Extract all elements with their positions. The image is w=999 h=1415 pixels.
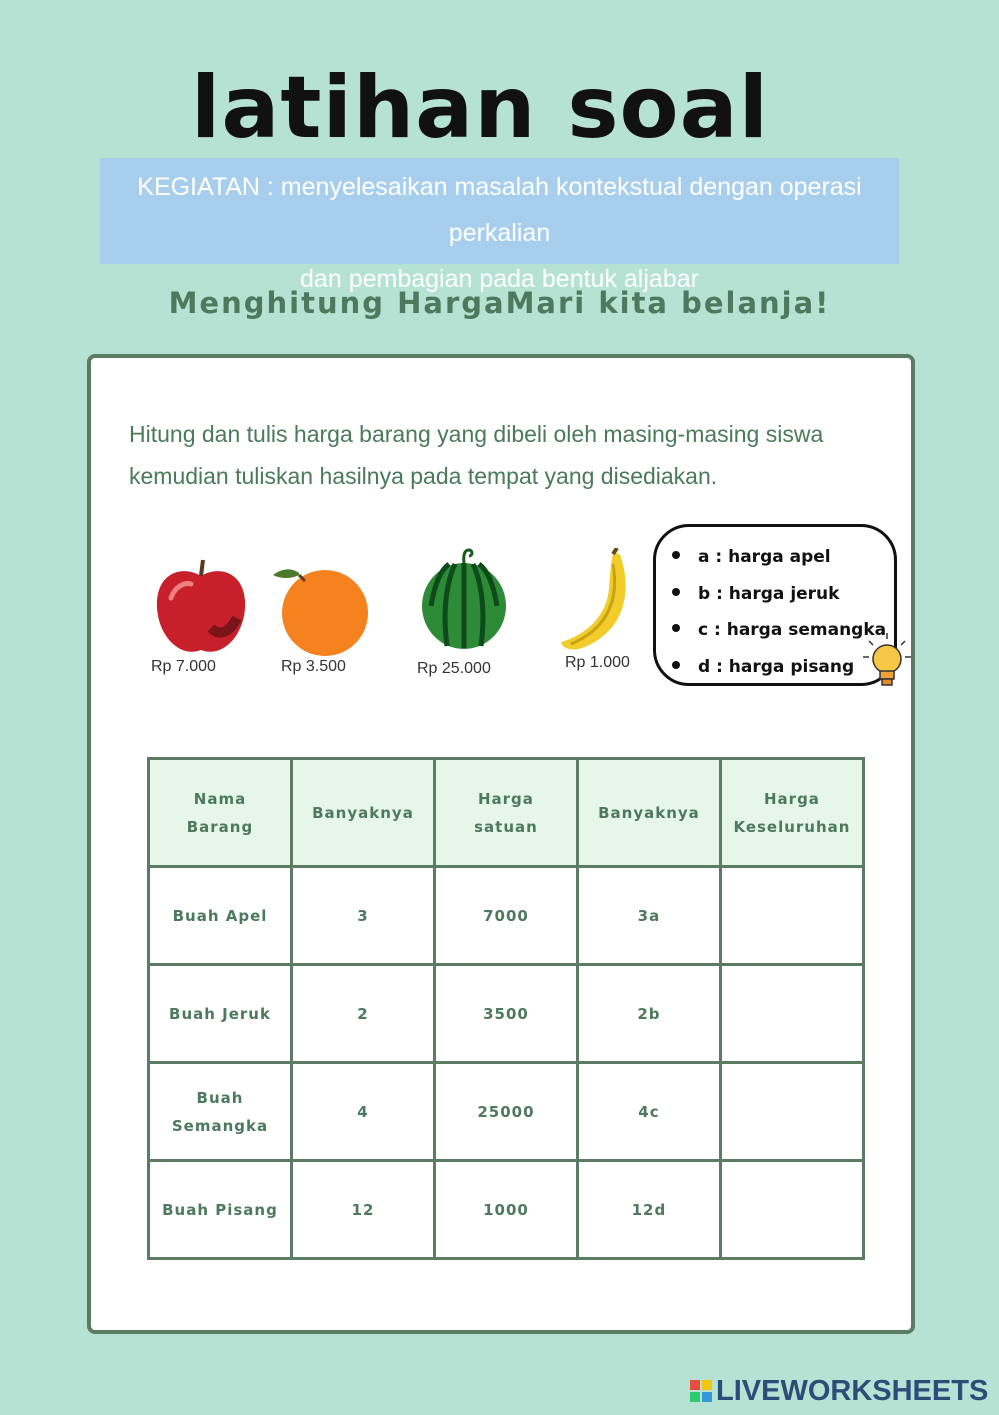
answer-cell-jeruk[interactable] (720, 965, 863, 1063)
legend-item: d : harga pisang (672, 649, 894, 686)
cell-item: Buah Pisang (149, 1161, 292, 1259)
lightbulb-icon (861, 631, 913, 691)
orange-image (269, 563, 369, 658)
banana-image (557, 548, 637, 658)
table-row (149, 965, 864, 1063)
cell-qty: 4 (291, 1063, 434, 1161)
bullet-icon (672, 551, 680, 559)
cell-qty: 2 (291, 965, 434, 1063)
cell-qty: 12 (291, 1161, 434, 1259)
cell-expr: 12d (577, 1161, 720, 1259)
apple-price: Rp 7.000 (151, 658, 216, 675)
activity-line-1: KEGIATAN : menyelesaikan masalah kontekstual dengan operasi perkalian (137, 173, 862, 247)
legend-item: c : harga semangka (672, 612, 894, 649)
apple-image (151, 558, 251, 658)
instruction-text (129, 413, 849, 497)
watermelon-price: Rp 25.000 (417, 660, 491, 677)
header-banyaknya-2: Banyaknya (577, 759, 720, 867)
table-row (149, 1063, 864, 1161)
cell-unit-price: 1000 (434, 1161, 577, 1259)
brand-text: LIVEWORKSHEETS (716, 1374, 989, 1407)
bullet-icon (672, 624, 680, 632)
worksheet-card (87, 354, 915, 1334)
header-harga-satuan: Harga satuan (434, 759, 577, 867)
table-row (149, 1161, 864, 1259)
brand-icon (690, 1380, 712, 1402)
activity-banner (100, 158, 899, 293)
banana-price: Rp 1.000 (565, 654, 630, 671)
section-subtitle: Menghitung HargaMari kita belanja! (168, 286, 831, 320)
cell-item: Buah Semangka (149, 1063, 292, 1161)
bullet-icon (672, 661, 680, 669)
watermelon-image (419, 546, 509, 651)
cell-expr: 4c (577, 1063, 720, 1161)
cell-unit-price: 25000 (434, 1063, 577, 1161)
page-title: latihan soal (190, 58, 770, 158)
cell-qty: 3 (291, 867, 434, 965)
orange-price: Rp 3.500 (281, 658, 346, 675)
header-banyaknya: Banyaknya (291, 759, 434, 867)
cell-item: Buah Apel (149, 867, 292, 965)
shopping-table (147, 757, 865, 1260)
answer-cell-apel[interactable] (720, 867, 863, 965)
cell-unit-price: 3500 (434, 965, 577, 1063)
activity-line-2: dan pembagian pada bentuk aljabar (300, 265, 699, 293)
instruction-line-1: Hitung dan tulis harga barang yang dibeli oleh masing-masing siswa (129, 421, 824, 447)
header-harga-keseluruhan: Harga Keseluruhan (720, 759, 863, 867)
cell-item: Buah Jeruk (149, 965, 292, 1063)
header-nama-barang: Nama Barang (149, 759, 292, 867)
answer-cell-semangka[interactable] (720, 1063, 863, 1161)
table-header-row (149, 759, 864, 867)
legend-item: a : harga apel (672, 539, 894, 576)
cell-expr: 3a (577, 867, 720, 965)
cell-expr: 2b (577, 965, 720, 1063)
instruction-line-2: kemudian tuliskan hasilnya pada tempat yang disediakan. (129, 463, 718, 489)
table-row (149, 867, 864, 965)
liveworksheets-logo (690, 1374, 988, 1408)
answer-cell-pisang[interactable] (720, 1161, 863, 1259)
legend-item: b : harga jeruk (672, 576, 894, 613)
cell-unit-price: 7000 (434, 867, 577, 965)
bullet-icon (672, 588, 680, 596)
